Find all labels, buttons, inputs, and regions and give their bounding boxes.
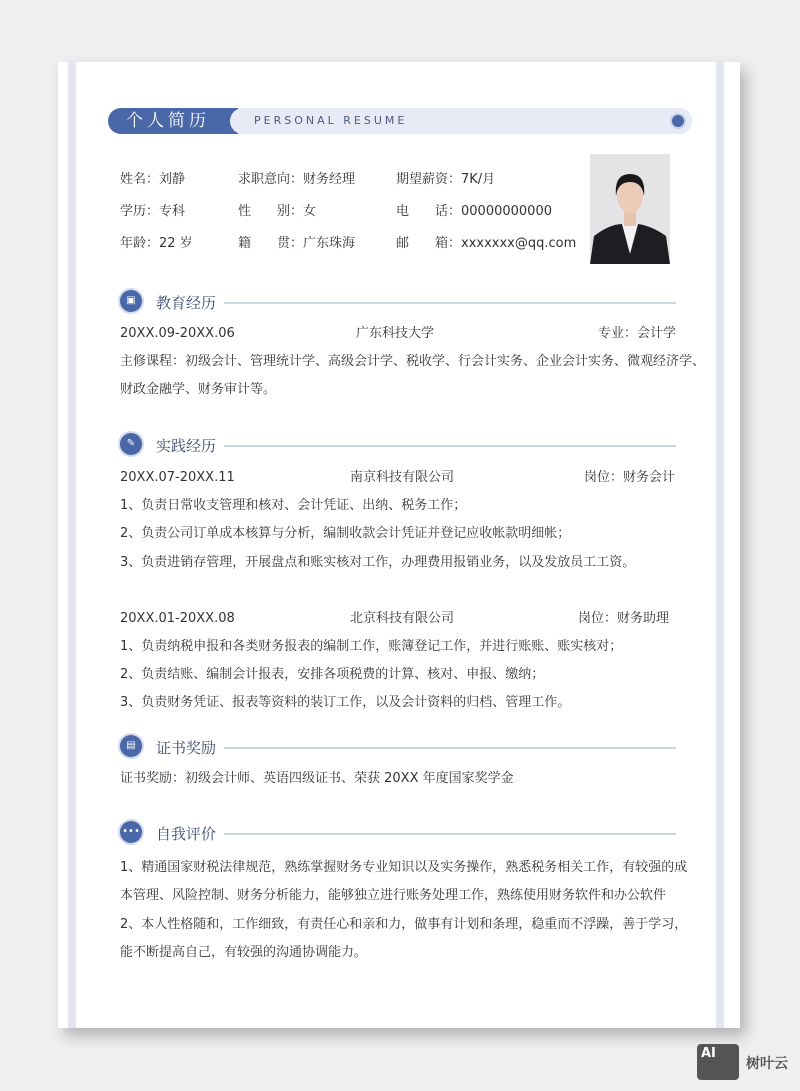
resume-header: [108, 108, 692, 134]
title-en: PERSONAL RESUME: [254, 114, 408, 127]
section-education: [120, 290, 676, 314]
book-icon: ▣: [120, 290, 142, 312]
job-line: 2、负责公司订单成本核算与分析，编制收款会计凭证并登记应收帐款明细帐；: [120, 526, 571, 541]
job-line: 3、负责财务凭证、报表等资料的装订工作，以及会计资料的归档、管理工作。: [120, 695, 571, 710]
self-line: 1、精通国家财税法律规范，熟练掌握财务专业知识以及实务操作，熟悉税务相关工作，有较强的成: [120, 860, 688, 875]
section-title: 证书奖励: [156, 739, 217, 757]
info-phone: 电 话：00000000000: [396, 204, 552, 219]
chat-icon: •••: [120, 821, 142, 843]
edu-school: 广东科技大学: [356, 326, 435, 341]
edu-major: 专业：会计学: [598, 326, 677, 341]
edu-period: 20XX.09-20XX.06: [120, 326, 235, 341]
edit-icon: ✎: [120, 433, 142, 455]
self-line: 本管理、风险控制、财务分析能力，能够独立进行账务处理工作，熟练使用财务软件和办公软件: [120, 888, 667, 903]
section-title: 自我评价: [156, 825, 217, 843]
job-line: 3、负责进销存管理，开展盘点和账实核对工作，办理费用报销业务，以及发放员工工资。: [120, 555, 636, 570]
job-company: 南京科技有限公司: [350, 470, 455, 485]
section-self: [120, 821, 676, 845]
edu-line: 主修课程：初级会计、管理统计学、高级会计学、税收学、行会计实务、企业会计实务、微观经济学、: [120, 354, 706, 369]
job-position: 岗位：财务助理: [578, 611, 670, 626]
section-practice: [120, 433, 676, 457]
job-period: 20XX.07-20XX.11: [120, 470, 235, 485]
self-line: 能不断提高自己，有较强的沟通协调能力。: [120, 945, 368, 960]
edu-line: 财政金融学、财务审计等。: [120, 382, 277, 397]
section-title: 教育经历: [156, 294, 217, 312]
info-gender: 性 别：女: [238, 204, 317, 219]
title-cn: 个人简历: [108, 108, 238, 134]
profile-photo: [590, 154, 670, 264]
left-stripe: [68, 62, 76, 1028]
award-icon: ▤: [120, 735, 142, 757]
section-awards: [120, 735, 676, 759]
self-line: 2、本人性格随和，工作细致，有责任心和亲和力，做事有计划和条理，稳重而不浮躁，善于学习，: [120, 917, 688, 932]
info-name: 姓名：刘静: [120, 172, 186, 187]
right-stripe: [716, 62, 724, 1028]
info-intent: 求职意向：财务经理: [238, 172, 356, 187]
info-age: 年龄：22 岁: [120, 236, 193, 251]
info-origin: 籍 贯：广东珠海: [238, 236, 356, 251]
info-salary: 期望薪资：7K/月: [396, 172, 496, 187]
job-company: 北京科技有限公司: [350, 611, 455, 626]
awards-text: 证书奖励：初级会计师、英语四级证书、荣获 20XX 年度国家奖学金: [120, 771, 514, 786]
job-period: 20XX.01-20XX.08: [120, 611, 235, 626]
info-edu: 学历：专科: [120, 204, 186, 219]
dot-icon: [672, 115, 684, 127]
watermark-text: 树叶云: [746, 1056, 788, 1072]
section-title: 实践经历: [156, 437, 217, 455]
job-line: 1、负责日常收支管理和核对、会计凭证、出纳、税务工作；: [120, 498, 467, 513]
job-line: 2、负责结账、编制会计报表，安排各项税费的计算、核对、申报、缴纳；: [120, 667, 545, 682]
info-email: 邮 箱：xxxxxxx@qq.com: [396, 236, 577, 251]
job-position: 岗位：财务会计: [584, 470, 676, 485]
job-line: 1、负责纳税申报和各类财务报表的编制工作，账簿登记工作，并进行账账、账实核对；: [120, 639, 623, 654]
watermark-logo-icon: AI: [697, 1044, 739, 1080]
resume-page: [58, 62, 740, 1028]
